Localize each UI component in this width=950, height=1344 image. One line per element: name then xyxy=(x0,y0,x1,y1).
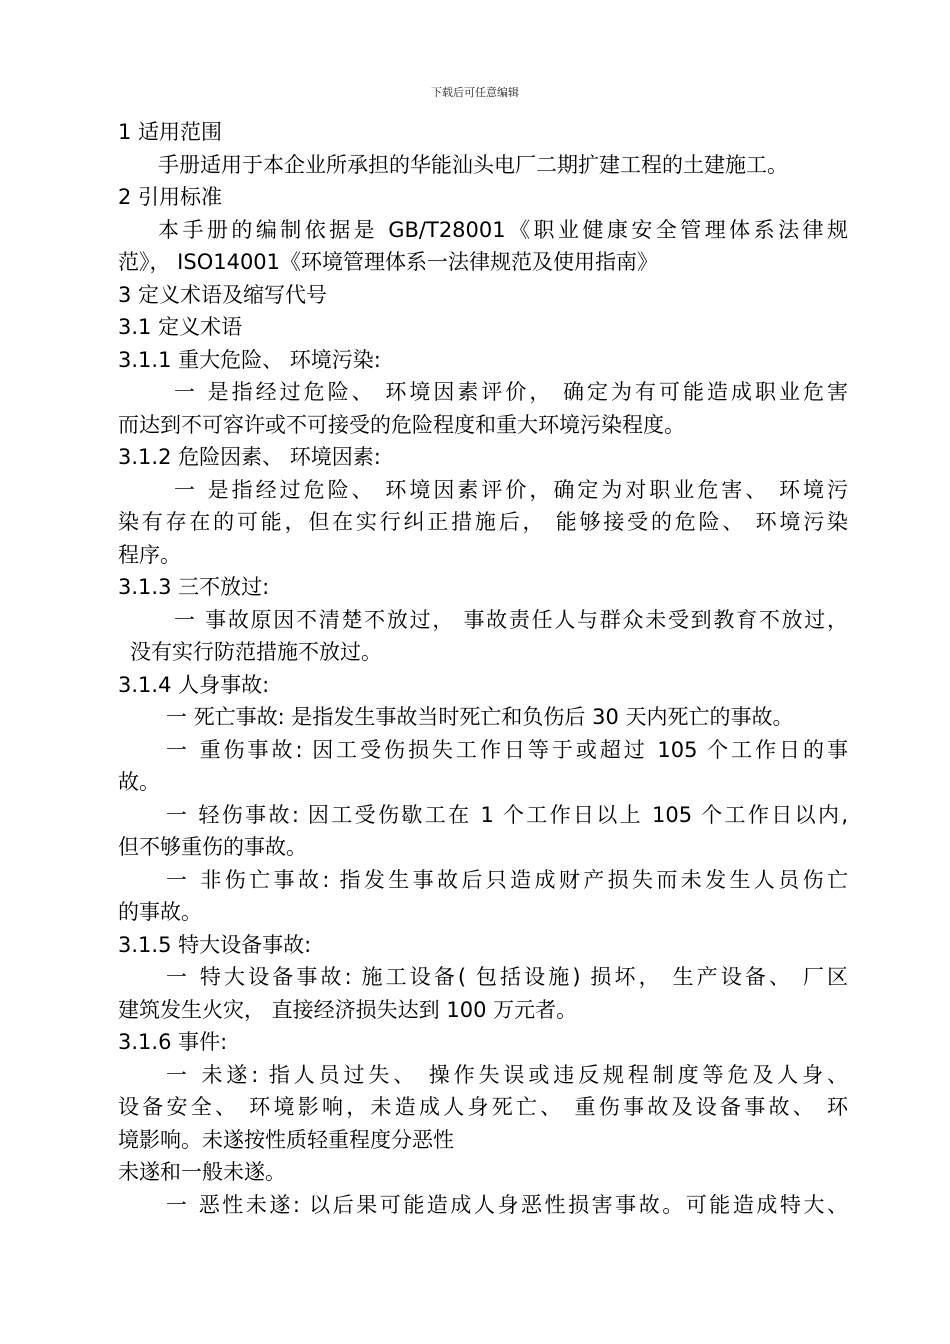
text-line: 本手册的编制依据是 GB/T28001《职业健康安全管理体系法律规 xyxy=(158,217,848,242)
text-line: 程序。 xyxy=(118,542,181,567)
text-line: 境影响。未遂按性质轻重程度分恶性 xyxy=(118,1127,454,1152)
section-heading: 3.1.1 重大危险、 环境污染: xyxy=(118,347,381,372)
text-line: 一 恶性未遂: 以后果可能造成人身恶性损害事故。可能造成特大、 xyxy=(166,1192,848,1217)
text-line: 但不够重伤的事故。 xyxy=(118,835,307,859)
section-heading: 3.1.4 人身事故: xyxy=(118,672,270,697)
section-heading: 3.1.6 事件: xyxy=(118,1030,228,1054)
text-line: 的事故。 xyxy=(118,900,202,924)
text-line: 一 事故原因不清楚不放过， 事故责任人与群众未受到教育不放过， xyxy=(174,607,848,632)
text-line: 而达到不可容许或不可接受的危险程度和重大环境污染程度。 xyxy=(118,412,685,437)
text-line: 建筑发生火灾， 直接经济损失达到 100 万元者。 xyxy=(118,997,578,1022)
text-line: 未遂和一般未遂。 xyxy=(118,1160,286,1184)
section-heading: 1 适用范围 xyxy=(118,120,223,144)
text-line: 手册适用于本企业所承担的华能汕头电厂二期扩建工程的土建施工。 xyxy=(158,152,788,177)
text-line: 一 重伤事故: 因工受伤损失工作日等于或超过 105 个工作日的事 xyxy=(166,737,848,762)
text-line: 一 未遂: 指人员过失、 操作失误或违反规程制度等危及人身、 xyxy=(166,1062,848,1087)
text-line: 范》， ISO14001《环境管理体系一法律规范及使用指南》 xyxy=(118,250,659,274)
section-heading: 2 引用标准 xyxy=(118,185,223,209)
text-line: 一 轻伤事故: 因工受伤歇工在 1 个工作日以上 105 个工作日以内, xyxy=(166,802,848,827)
text-line: 一 非伤亡事故: 指发生事故后只造成财产损失而未发生人员伤亡 xyxy=(166,867,848,892)
text-line: 染有存在的可能，但在实行纠正措施后， 能够接受的危险、 环境污染 xyxy=(118,510,848,534)
text-line: 一 死亡事故: 是指发生事故当时死亡和负伤后 30 天内死亡的事故。 xyxy=(166,705,794,729)
section-heading: 3.1.2 危险因素、 环境因素: xyxy=(118,445,381,469)
section-heading: 3 定义术语及缩写代号 xyxy=(118,282,328,307)
page-header: 下载后可任意编辑 xyxy=(431,86,519,99)
text-line: 一 是指经过危险、 环境因素评价，确定为对职业危害、 环境污 xyxy=(174,477,848,502)
text-line: 一 是指经过危险、 环境因素评价， 确定为有可能造成职业危害 xyxy=(174,380,848,404)
text-line: 没有实行防范措施不放过。 xyxy=(130,640,382,664)
document-body xyxy=(118,116,848,1221)
text-line: 设备安全、 环境影响，未造成人身死亡、 重伤事故及设备事故、 环 xyxy=(118,1095,848,1119)
section-heading: 3.1.3 三不放过: xyxy=(118,575,270,599)
text-line: 一 特大设备事故: 施工设备( 包括设施) 损坏， 生产设备、 厂区 xyxy=(166,965,848,989)
text-line: 故。 xyxy=(118,770,160,794)
section-heading: 3.1.5 特大设备事故: xyxy=(118,932,312,957)
section-heading: 3.1 定义术语 xyxy=(118,315,243,339)
